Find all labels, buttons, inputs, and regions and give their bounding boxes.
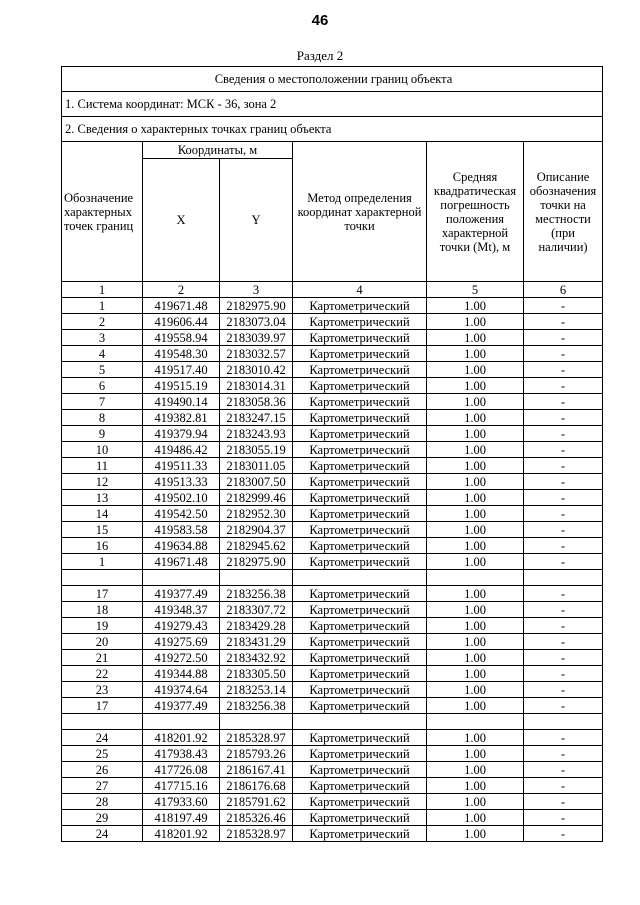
point-number: 24 xyxy=(62,730,143,746)
x-coordinate: 419606.44 xyxy=(143,314,220,330)
table-row xyxy=(62,682,603,698)
table-row xyxy=(62,650,603,666)
error-cell: 1.00 xyxy=(427,634,524,650)
table-row xyxy=(62,314,603,330)
description-cell: - xyxy=(524,458,603,474)
y-coordinate: 2183253.14 xyxy=(220,682,293,698)
method-cell: Картометрический xyxy=(293,522,427,538)
header-designation: Обозначение характерных точек границ xyxy=(62,142,143,282)
y-coordinate: 2185791.62 xyxy=(220,794,293,810)
header-description: Описание обозначения точки на местности (при наличии) xyxy=(524,142,603,282)
x-coordinate: 419515.19 xyxy=(143,378,220,394)
description-cell: - xyxy=(524,538,603,554)
empty-cell xyxy=(524,570,603,586)
y-coordinate: 2183073.04 xyxy=(220,314,293,330)
table-row xyxy=(62,522,603,538)
description-cell: - xyxy=(524,474,603,490)
method-cell: Картометрический xyxy=(293,794,427,810)
error-cell: 1.00 xyxy=(427,426,524,442)
point-number: 20 xyxy=(62,634,143,650)
x-coordinate: 417726.08 xyxy=(143,762,220,778)
table-row xyxy=(62,442,603,458)
y-coordinate: 2183256.38 xyxy=(220,698,293,714)
y-coordinate: 2183307.72 xyxy=(220,602,293,618)
table-row xyxy=(62,490,603,506)
empty-cell xyxy=(143,570,220,586)
method-cell: Картометрический xyxy=(293,730,427,746)
page-number: 46 xyxy=(311,12,329,29)
y-coordinate: 2183011.05 xyxy=(220,458,293,474)
description-cell: - xyxy=(524,826,603,842)
point-number: 27 xyxy=(62,778,143,794)
y-coordinate: 2183305.50 xyxy=(220,666,293,682)
point-number: 1 xyxy=(62,554,143,570)
table-row xyxy=(62,346,603,362)
column-number: 4 xyxy=(293,282,427,298)
error-cell: 1.00 xyxy=(427,522,524,538)
x-coordinate: 419502.10 xyxy=(143,490,220,506)
empty-cell xyxy=(62,714,143,730)
error-cell: 1.00 xyxy=(427,378,524,394)
error-cell: 1.00 xyxy=(427,778,524,794)
table-row xyxy=(62,730,603,746)
coordinate-system: 1. Система координат: МСК - 36, зона 2 xyxy=(62,92,603,117)
header-error: Средняя квадратическая погрешность положения характерной точки (Mt), м xyxy=(427,142,524,282)
description-cell: - xyxy=(524,362,603,378)
point-number: 23 xyxy=(62,682,143,698)
point-number: 13 xyxy=(62,490,143,506)
point-number: 2 xyxy=(62,314,143,330)
y-coordinate: 2182952.30 xyxy=(220,506,293,522)
method-cell: Картометрический xyxy=(293,458,427,474)
y-coordinate: 2182904.37 xyxy=(220,522,293,538)
method-cell: Картометрический xyxy=(293,586,427,602)
header-coordinates: Координаты, м xyxy=(143,142,293,159)
error-cell: 1.00 xyxy=(427,346,524,362)
empty-cell xyxy=(62,570,143,586)
method-cell: Картометрический xyxy=(293,378,427,394)
x-coordinate: 419671.48 xyxy=(143,298,220,314)
error-cell: 1.00 xyxy=(427,762,524,778)
description-cell: - xyxy=(524,634,603,650)
column-number: 2 xyxy=(143,282,220,298)
method-cell: Картометрический xyxy=(293,826,427,842)
y-coordinate: 2183055.19 xyxy=(220,442,293,458)
method-cell: Картометрический xyxy=(293,762,427,778)
method-cell: Картометрический xyxy=(293,298,427,314)
error-cell: 1.00 xyxy=(427,490,524,506)
y-coordinate: 2185326.46 xyxy=(220,810,293,826)
x-coordinate: 417938.43 xyxy=(143,746,220,762)
empty-cell xyxy=(220,570,293,586)
error-cell: 1.00 xyxy=(427,666,524,682)
table-row xyxy=(62,698,603,714)
point-number: 3 xyxy=(62,330,143,346)
description-cell: - xyxy=(524,506,603,522)
separator-row xyxy=(62,570,603,586)
x-coordinate: 419517.40 xyxy=(143,362,220,378)
point-number: 11 xyxy=(62,458,143,474)
method-cell: Картометрический xyxy=(293,538,427,554)
table-row xyxy=(62,538,603,554)
table-row xyxy=(62,474,603,490)
point-number: 14 xyxy=(62,506,143,522)
method-cell: Картометрический xyxy=(293,698,427,714)
description-cell: - xyxy=(524,650,603,666)
x-coordinate: 417933.60 xyxy=(143,794,220,810)
point-number: 18 xyxy=(62,602,143,618)
description-cell: - xyxy=(524,490,603,506)
table-row xyxy=(62,298,603,314)
error-cell: 1.00 xyxy=(427,650,524,666)
point-number: 8 xyxy=(62,410,143,426)
error-cell: 1.00 xyxy=(427,362,524,378)
error-cell: 1.00 xyxy=(427,330,524,346)
point-number: 17 xyxy=(62,586,143,602)
empty-cell xyxy=(427,714,524,730)
y-coordinate: 2183432.92 xyxy=(220,650,293,666)
method-cell: Картометрический xyxy=(293,442,427,458)
table-row xyxy=(62,458,603,474)
table-row xyxy=(62,410,603,426)
empty-cell xyxy=(143,714,220,730)
description-cell: - xyxy=(524,554,603,570)
point-number: 1 xyxy=(62,298,143,314)
error-cell: 1.00 xyxy=(427,314,524,330)
method-cell: Картометрический xyxy=(293,330,427,346)
x-coordinate: 418197.49 xyxy=(143,810,220,826)
error-cell: 1.00 xyxy=(427,730,524,746)
x-coordinate: 419513.33 xyxy=(143,474,220,490)
y-coordinate: 2186176.68 xyxy=(220,778,293,794)
error-cell: 1.00 xyxy=(427,410,524,426)
method-cell: Картометрический xyxy=(293,810,427,826)
x-coordinate: 419279.43 xyxy=(143,618,220,634)
points-heading: 2. Сведения о характерных точках границ объекта xyxy=(62,117,603,142)
method-cell: Картометрический xyxy=(293,410,427,426)
point-number: 25 xyxy=(62,746,143,762)
section-title: Раздел 2 xyxy=(296,48,344,63)
point-number: 7 xyxy=(62,394,143,410)
description-cell: - xyxy=(524,442,603,458)
y-coordinate: 2183010.42 xyxy=(220,362,293,378)
description-cell: - xyxy=(524,746,603,762)
table-row xyxy=(62,810,603,826)
method-cell: Картометрический xyxy=(293,314,427,330)
description-cell: - xyxy=(524,378,603,394)
error-cell: 1.00 xyxy=(427,506,524,522)
table-row xyxy=(62,506,603,522)
x-coordinate: 419379.94 xyxy=(143,426,220,442)
y-coordinate: 2183014.31 xyxy=(220,378,293,394)
method-cell: Картометрический xyxy=(293,778,427,794)
y-coordinate: 2182999.46 xyxy=(220,490,293,506)
y-coordinate: 2183007.50 xyxy=(220,474,293,490)
method-cell: Картометрический xyxy=(293,618,427,634)
error-cell: 1.00 xyxy=(427,586,524,602)
method-cell: Картометрический xyxy=(293,474,427,490)
x-coordinate: 419671.48 xyxy=(143,554,220,570)
table-row xyxy=(62,794,603,810)
y-coordinate: 2185793.26 xyxy=(220,746,293,762)
description-cell: - xyxy=(524,778,603,794)
description-cell: - xyxy=(524,394,603,410)
point-number: 17 xyxy=(62,698,143,714)
point-number: 9 xyxy=(62,426,143,442)
description-cell: - xyxy=(524,314,603,330)
table-row xyxy=(62,746,603,762)
point-number: 26 xyxy=(62,762,143,778)
point-number: 5 xyxy=(62,362,143,378)
table-row xyxy=(62,554,603,570)
table-row xyxy=(62,666,603,682)
description-cell: - xyxy=(524,298,603,314)
point-number: 6 xyxy=(62,378,143,394)
header-y: Y xyxy=(220,159,293,282)
error-cell: 1.00 xyxy=(427,474,524,490)
x-coordinate: 419583.58 xyxy=(143,522,220,538)
table-row xyxy=(62,826,603,842)
y-coordinate: 2183058.36 xyxy=(220,394,293,410)
description-cell: - xyxy=(524,602,603,618)
x-coordinate: 419374.64 xyxy=(143,682,220,698)
error-cell: 1.00 xyxy=(427,698,524,714)
y-coordinate: 2183431.29 xyxy=(220,634,293,650)
x-coordinate: 419511.33 xyxy=(143,458,220,474)
method-cell: Картометрический xyxy=(293,602,427,618)
error-cell: 1.00 xyxy=(427,442,524,458)
x-coordinate: 419377.49 xyxy=(143,586,220,602)
y-coordinate: 2182975.90 xyxy=(220,298,293,314)
y-coordinate: 2186167.41 xyxy=(220,762,293,778)
method-cell: Картометрический xyxy=(293,682,427,698)
y-coordinate: 2183247.15 xyxy=(220,410,293,426)
x-coordinate: 417715.16 xyxy=(143,778,220,794)
description-cell: - xyxy=(524,730,603,746)
column-number: 3 xyxy=(220,282,293,298)
description-cell: - xyxy=(524,666,603,682)
method-cell: Картометрический xyxy=(293,666,427,682)
column-number: 5 xyxy=(427,282,524,298)
error-cell: 1.00 xyxy=(427,394,524,410)
empty-cell xyxy=(220,714,293,730)
empty-cell xyxy=(427,570,524,586)
error-cell: 1.00 xyxy=(427,618,524,634)
x-coordinate: 419377.49 xyxy=(143,698,220,714)
error-cell: 1.00 xyxy=(427,554,524,570)
column-number: 1 xyxy=(62,282,143,298)
table-row xyxy=(62,378,603,394)
header-method: Метод определения координат характерной точки xyxy=(293,142,427,282)
table-row xyxy=(62,602,603,618)
empty-cell xyxy=(524,714,603,730)
x-coordinate: 419548.30 xyxy=(143,346,220,362)
y-coordinate: 2183032.57 xyxy=(220,346,293,362)
x-coordinate: 419382.81 xyxy=(143,410,220,426)
table-row xyxy=(62,394,603,410)
x-coordinate: 419634.88 xyxy=(143,538,220,554)
error-cell: 1.00 xyxy=(427,746,524,762)
description-cell: - xyxy=(524,794,603,810)
y-coordinate: 2182975.90 xyxy=(220,554,293,570)
method-cell: Картометрический xyxy=(293,746,427,762)
description-cell: - xyxy=(524,410,603,426)
table-title: Сведения о местоположении границ объекта xyxy=(62,67,603,92)
header-x: X xyxy=(143,159,220,282)
y-coordinate: 2183243.93 xyxy=(220,426,293,442)
error-cell: 1.00 xyxy=(427,682,524,698)
error-cell: 1.00 xyxy=(427,602,524,618)
method-cell: Картометрический xyxy=(293,490,427,506)
y-coordinate: 2183039.97 xyxy=(220,330,293,346)
separator-row xyxy=(62,714,603,730)
description-cell: - xyxy=(524,682,603,698)
point-number: 15 xyxy=(62,522,143,538)
x-coordinate: 419272.50 xyxy=(143,650,220,666)
point-number: 22 xyxy=(62,666,143,682)
table-row xyxy=(62,778,603,794)
y-coordinate: 2182945.62 xyxy=(220,538,293,554)
table-row xyxy=(62,762,603,778)
description-cell: - xyxy=(524,762,603,778)
point-number: 19 xyxy=(62,618,143,634)
empty-cell xyxy=(293,714,427,730)
y-coordinate: 2183429.28 xyxy=(220,618,293,634)
point-number: 24 xyxy=(62,826,143,842)
y-coordinate: 2185328.97 xyxy=(220,826,293,842)
error-cell: 1.00 xyxy=(427,794,524,810)
x-coordinate: 419490.14 xyxy=(143,394,220,410)
method-cell: Картометрический xyxy=(293,394,427,410)
table-row xyxy=(62,586,603,602)
method-cell: Картометрический xyxy=(293,650,427,666)
error-cell: 1.00 xyxy=(427,538,524,554)
x-coordinate: 418201.92 xyxy=(143,730,220,746)
method-cell: Картометрический xyxy=(293,634,427,650)
boundary-points-table xyxy=(61,66,603,842)
x-coordinate: 419344.88 xyxy=(143,666,220,682)
description-cell: - xyxy=(524,698,603,714)
x-coordinate: 418201.92 xyxy=(143,826,220,842)
error-cell: 1.00 xyxy=(427,458,524,474)
point-number: 16 xyxy=(62,538,143,554)
error-cell: 1.00 xyxy=(427,298,524,314)
description-cell: - xyxy=(524,810,603,826)
y-coordinate: 2185328.97 xyxy=(220,730,293,746)
x-coordinate: 419486.42 xyxy=(143,442,220,458)
point-number: 21 xyxy=(62,650,143,666)
point-number: 29 xyxy=(62,810,143,826)
x-coordinate: 419558.94 xyxy=(143,330,220,346)
x-coordinate: 419542.50 xyxy=(143,506,220,522)
table-row xyxy=(62,618,603,634)
point-number: 28 xyxy=(62,794,143,810)
point-number: 10 xyxy=(62,442,143,458)
point-number: 4 xyxy=(62,346,143,362)
table-row xyxy=(62,634,603,650)
table-row xyxy=(62,426,603,442)
description-cell: - xyxy=(524,426,603,442)
description-cell: - xyxy=(524,330,603,346)
method-cell: Картометрический xyxy=(293,426,427,442)
description-cell: - xyxy=(524,522,603,538)
method-cell: Картометрический xyxy=(293,506,427,522)
x-coordinate: 419275.69 xyxy=(143,634,220,650)
x-coordinate: 419348.37 xyxy=(143,602,220,618)
point-number: 12 xyxy=(62,474,143,490)
table-row xyxy=(62,330,603,346)
table-row xyxy=(62,362,603,378)
empty-cell xyxy=(293,570,427,586)
error-cell: 1.00 xyxy=(427,810,524,826)
column-number: 6 xyxy=(524,282,603,298)
description-cell: - xyxy=(524,346,603,362)
error-cell: 1.00 xyxy=(427,826,524,842)
description-cell: - xyxy=(524,618,603,634)
description-cell: - xyxy=(524,586,603,602)
method-cell: Картометрический xyxy=(293,554,427,570)
method-cell: Картометрический xyxy=(293,346,427,362)
y-coordinate: 2183256.38 xyxy=(220,586,293,602)
method-cell: Картометрический xyxy=(293,362,427,378)
